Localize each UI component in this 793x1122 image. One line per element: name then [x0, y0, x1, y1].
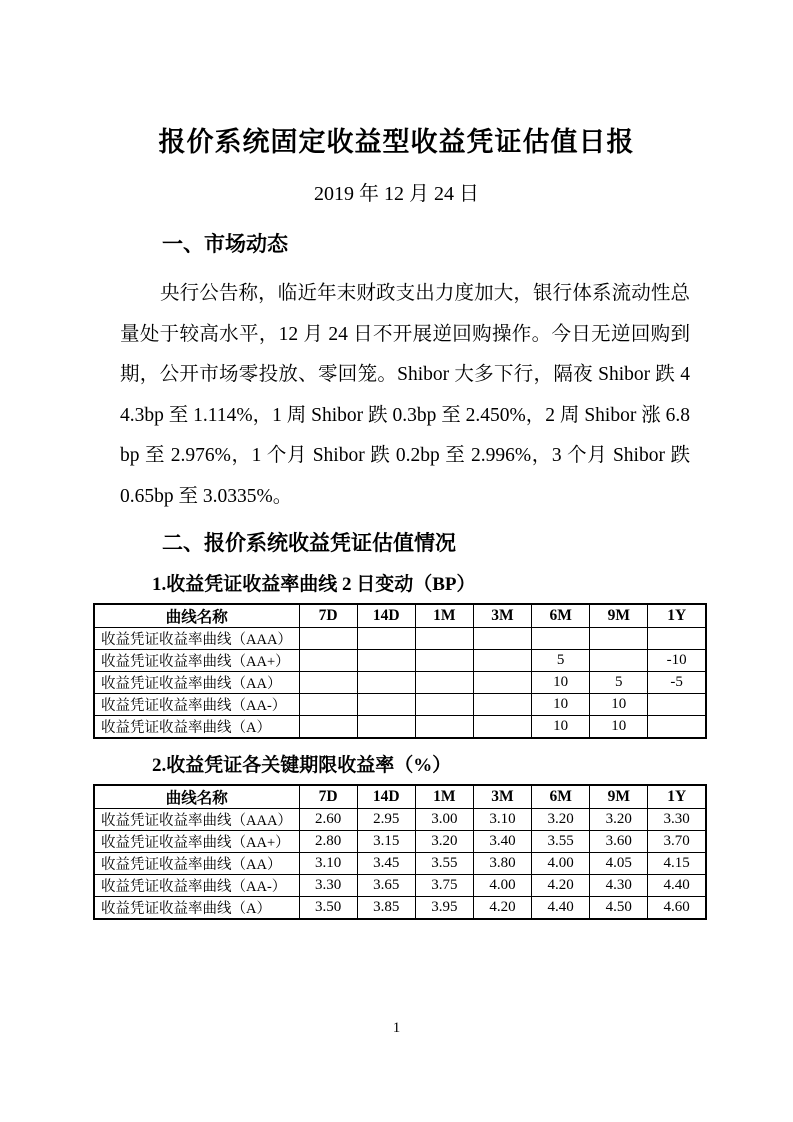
value-cell: 3.40: [473, 831, 531, 853]
column-header: 6M: [532, 785, 590, 809]
table-row: [94, 897, 706, 920]
value-cell: [415, 628, 473, 650]
value-cell: 4.00: [473, 875, 531, 897]
column-header: 1M: [415, 785, 473, 809]
value-cell: 3.00: [415, 809, 473, 831]
value-cell: [473, 716, 531, 739]
table-row: [94, 716, 706, 739]
value-cell: 5: [532, 650, 590, 672]
curve-name-cell: 收益凭证收益率曲线（AAA）: [94, 809, 299, 831]
value-cell: 4.05: [590, 853, 648, 875]
value-cell: 4.20: [473, 897, 531, 920]
value-cell: [299, 694, 357, 716]
value-cell: [357, 694, 415, 716]
value-cell: 3.20: [415, 831, 473, 853]
value-cell: 3.55: [532, 831, 590, 853]
value-cell: 3.65: [357, 875, 415, 897]
curve-name-cell: 收益凭证收益率曲线（A）: [94, 897, 299, 920]
table-header-row: [94, 604, 706, 628]
value-cell: 4.60: [648, 897, 706, 920]
value-cell: 4.40: [648, 875, 706, 897]
value-cell: [473, 650, 531, 672]
value-cell: [415, 672, 473, 694]
value-cell: 3.80: [473, 853, 531, 875]
section-heading-valuation: 二、报价系统收益凭证估值情况: [162, 532, 456, 555]
column-header: 14D: [357, 785, 415, 809]
value-cell: [473, 672, 531, 694]
curve-name-cell: 收益凭证收益率曲线（AA-）: [94, 875, 299, 897]
curve-name-cell: 收益凭证收益率曲线（AA）: [94, 853, 299, 875]
value-cell: 3.30: [648, 809, 706, 831]
value-cell: [473, 628, 531, 650]
value-cell: 3.85: [357, 897, 415, 920]
value-cell: [299, 716, 357, 739]
value-cell: [590, 650, 648, 672]
value-cell: [648, 716, 706, 739]
table-row: [94, 831, 706, 853]
column-header: 6M: [532, 604, 590, 628]
value-cell: 4.40: [532, 897, 590, 920]
value-cell: [590, 628, 648, 650]
value-cell: [357, 672, 415, 694]
value-cell: -5: [648, 672, 706, 694]
table-row: [94, 628, 706, 650]
value-cell: 3.10: [473, 809, 531, 831]
value-cell: [415, 716, 473, 739]
value-cell: 4.50: [590, 897, 648, 920]
table-row: [94, 672, 706, 694]
column-header: 1M: [415, 604, 473, 628]
value-cell: [357, 628, 415, 650]
value-cell: 2.95: [357, 809, 415, 831]
value-cell: -10: [648, 650, 706, 672]
value-cell: [415, 694, 473, 716]
table1-caption: 1.收益凭证收益率曲线 2 日变动（BP）: [152, 574, 476, 595]
section-heading-market: 一、市场动态: [162, 233, 288, 256]
page-number: 1: [392, 1020, 401, 1036]
value-cell: [357, 650, 415, 672]
curve-name-cell: 收益凭证收益率曲线（AA+）: [94, 831, 299, 853]
value-cell: 3.75: [415, 875, 473, 897]
value-cell: [532, 628, 590, 650]
table2-caption: 2.收益凭证各关键期限收益率（%）: [152, 755, 452, 776]
yield-curve-change-table: [93, 603, 707, 739]
curve-name-cell: 收益凭证收益率曲线（AAA）: [94, 628, 299, 650]
column-header: 3M: [473, 604, 531, 628]
column-header: 曲线名称: [94, 785, 299, 809]
value-cell: [299, 672, 357, 694]
curve-name-cell: 收益凭证收益率曲线（A）: [94, 716, 299, 739]
value-cell: [415, 650, 473, 672]
value-cell: 3.30: [299, 875, 357, 897]
value-cell: 3.20: [532, 809, 590, 831]
value-cell: 3.60: [590, 831, 648, 853]
curve-name-cell: 收益凭证收益率曲线（AA+）: [94, 650, 299, 672]
value-cell: 3.10: [299, 853, 357, 875]
value-cell: 10: [532, 694, 590, 716]
column-header: 7D: [299, 604, 357, 628]
curve-name-cell: 收益凭证收益率曲线（AA）: [94, 672, 299, 694]
market-paragraph: 央行公告称，临近年末财政支出力度加大，银行体系流动性总量处于较高水平，12 月 24 日不开展逆回购操作。今日无逆回购到期，公开市场零投放、零回笼。Shibor 大多下行，隔夜 Shibor 跌 44.3bp 至 1.114%，1 周 Shibor 跌 0.3bp 至 2.450%，2 周 Shibor 涨 6.8bp 至 2.976%，1 个月 Shibor 跌 0.2bp 至 2.996%，3 个月 Shibor 跌 0.65bp 至 3.0335%。: [120, 283, 690, 507]
value-cell: 3.95: [415, 897, 473, 920]
column-header: 7D: [299, 785, 357, 809]
column-header: 3M: [473, 785, 531, 809]
value-cell: 2.80: [299, 831, 357, 853]
value-cell: 10: [590, 694, 648, 716]
column-header: 9M: [590, 604, 648, 628]
value-cell: [357, 716, 415, 739]
column-header: 9M: [590, 785, 648, 809]
column-header: 1Y: [648, 785, 706, 809]
table-row: [94, 809, 706, 831]
value-cell: [648, 628, 706, 650]
column-header: 曲线名称: [94, 604, 299, 628]
value-cell: [299, 650, 357, 672]
value-cell: 10: [590, 716, 648, 739]
value-cell: 4.30: [590, 875, 648, 897]
table-row: [94, 694, 706, 716]
value-cell: 4.00: [532, 853, 590, 875]
table-header-row: [94, 785, 706, 809]
value-cell: [648, 694, 706, 716]
value-cell: 3.20: [590, 809, 648, 831]
curve-name-cell: 收益凭证收益率曲线（AA-）: [94, 694, 299, 716]
table-row: [94, 853, 706, 875]
value-cell: 10: [532, 716, 590, 739]
value-cell: 3.15: [357, 831, 415, 853]
value-cell: 2.60: [299, 809, 357, 831]
value-cell: 3.45: [357, 853, 415, 875]
value-cell: 5: [590, 672, 648, 694]
key-tenor-yield-table: [93, 784, 707, 920]
value-cell: 4.20: [532, 875, 590, 897]
report-date: 2019 年 12 月 24 日: [314, 183, 479, 205]
column-header: 1Y: [648, 604, 706, 628]
value-cell: 10: [532, 672, 590, 694]
value-cell: [473, 694, 531, 716]
value-cell: 4.15: [648, 853, 706, 875]
value-cell: 3.70: [648, 831, 706, 853]
table-row: [94, 650, 706, 672]
value-cell: 3.55: [415, 853, 473, 875]
column-header: 14D: [357, 604, 415, 628]
value-cell: 3.50: [299, 897, 357, 920]
value-cell: [299, 628, 357, 650]
page-title: 报价系统固定收益型收益凭证估值日报: [158, 127, 635, 157]
table-row: [94, 875, 706, 897]
